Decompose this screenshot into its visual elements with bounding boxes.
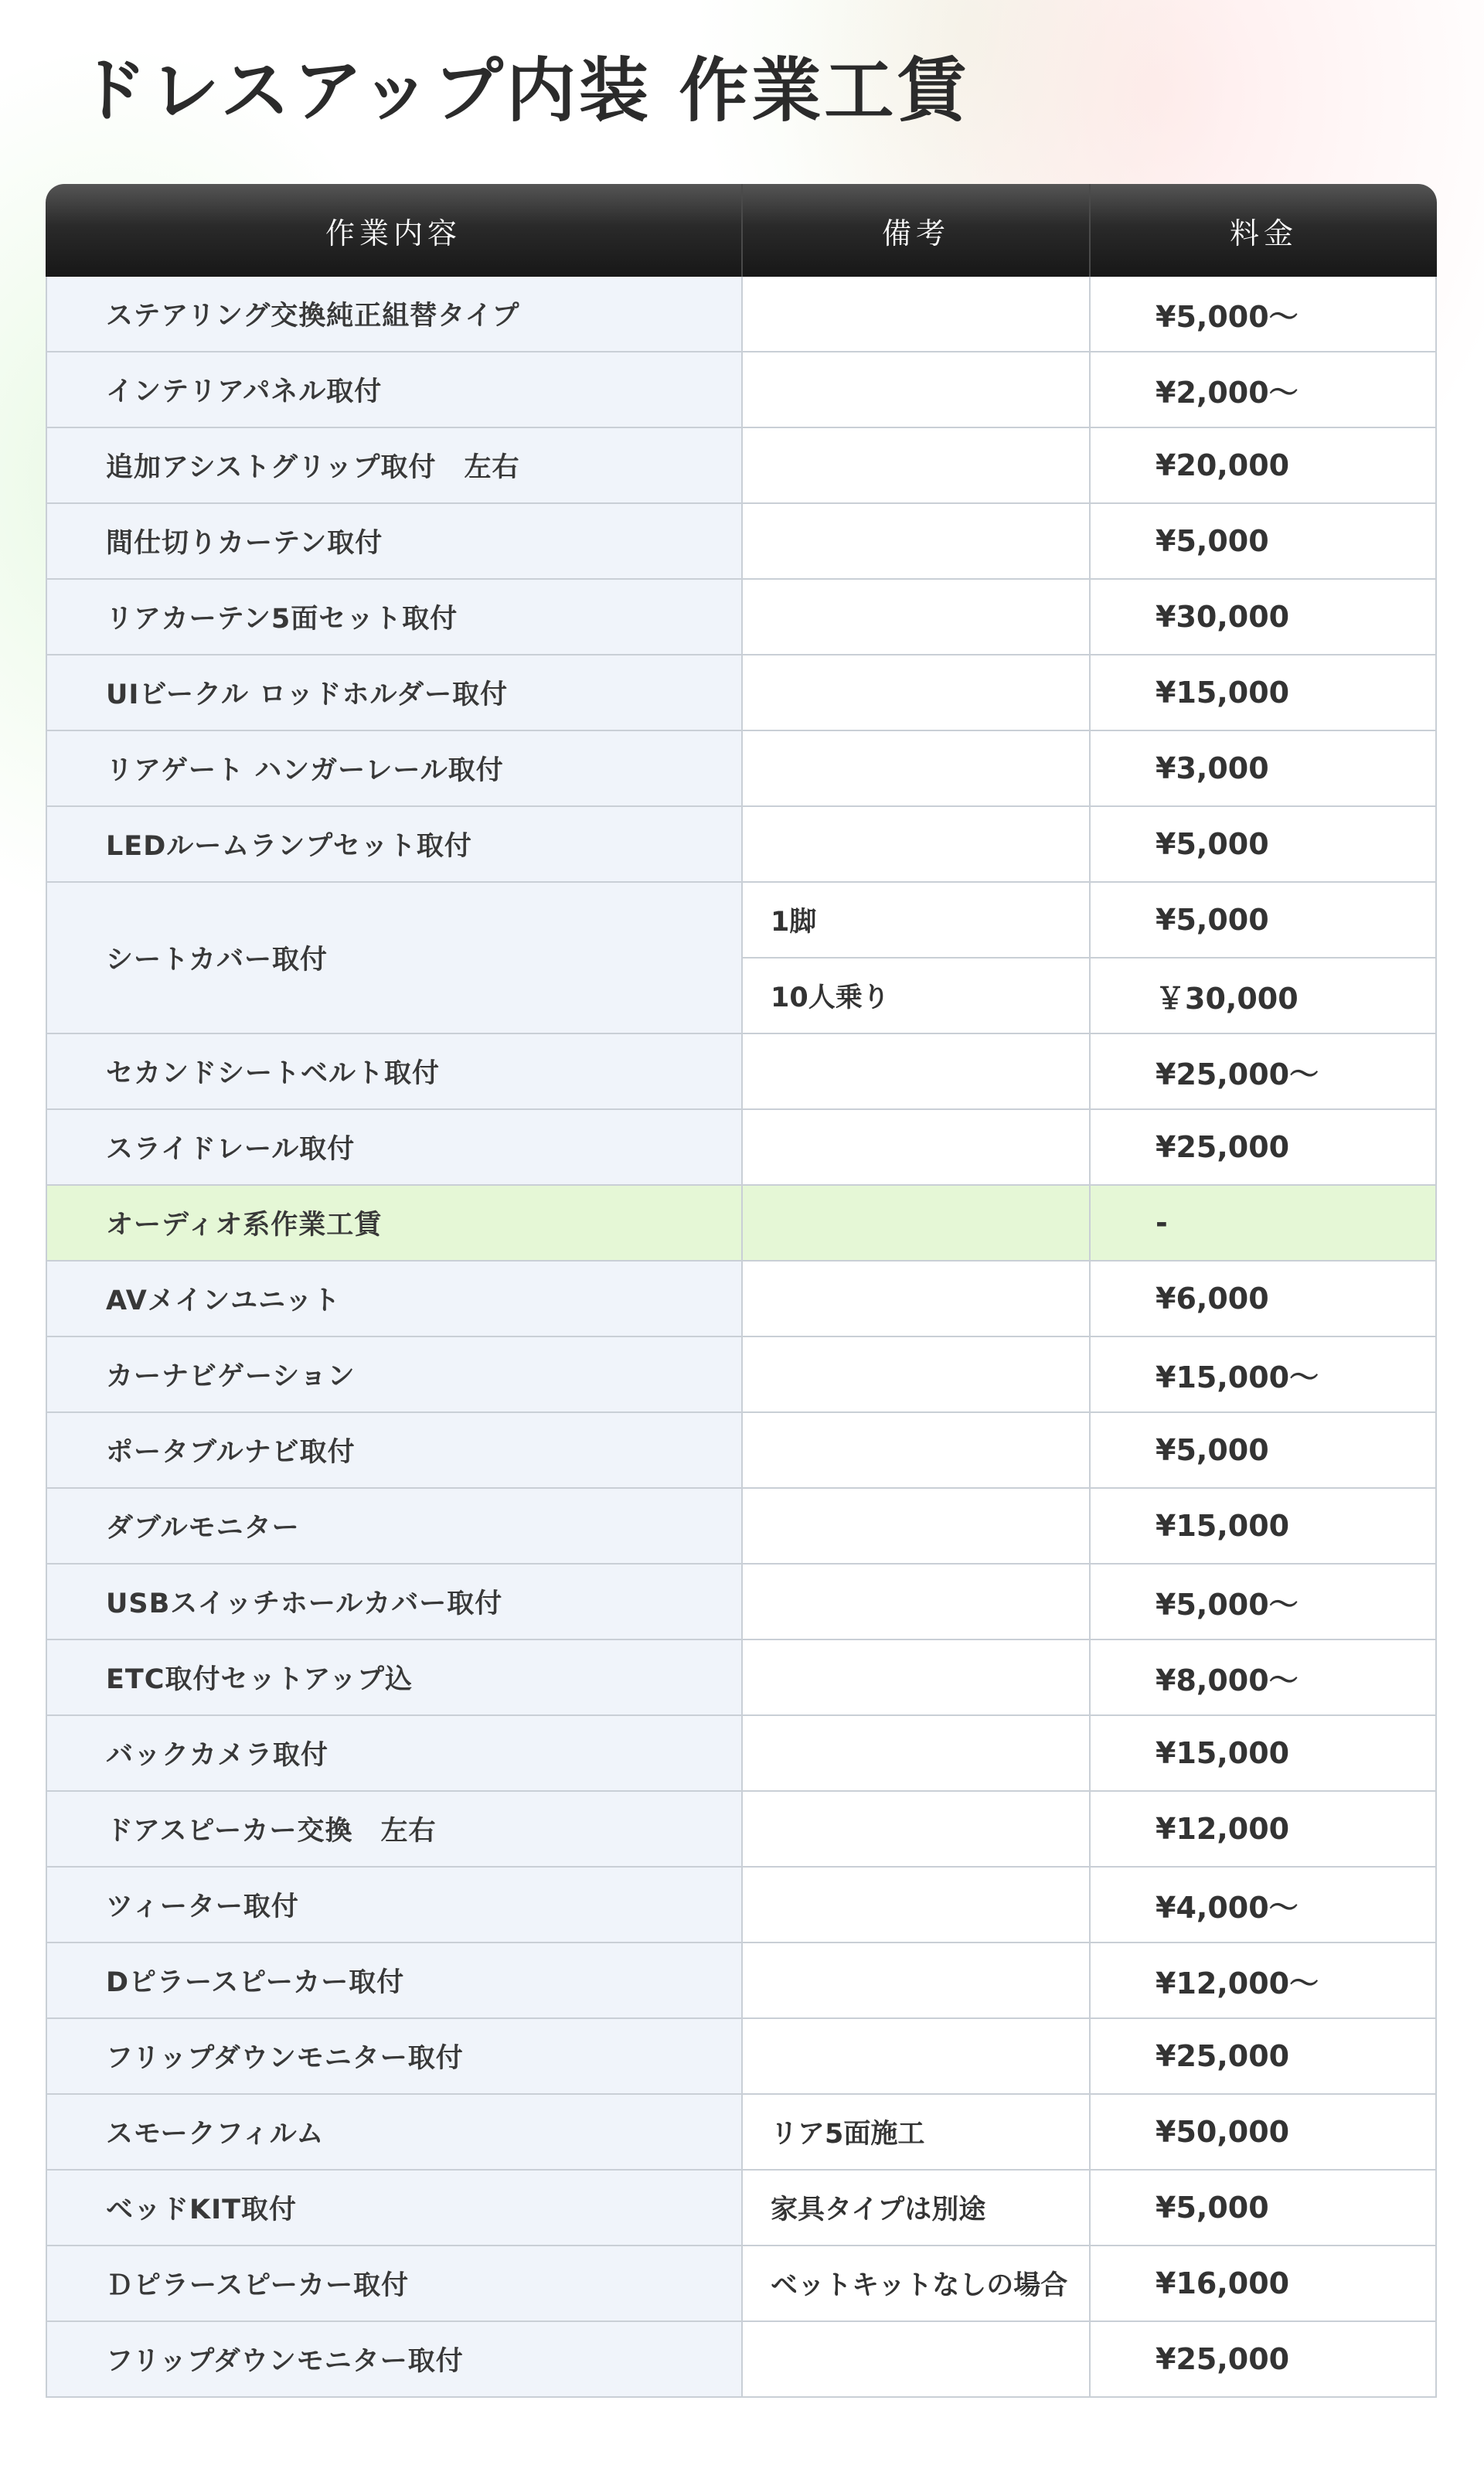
- row-note: [741, 1640, 1089, 1716]
- row-note: [741, 655, 1089, 731]
- table-header-row: [46, 184, 1437, 277]
- row-item: ベッドKIT取付: [46, 2171, 741, 2246]
- row-note: [741, 1716, 1089, 1792]
- price-table: [46, 184, 1437, 2398]
- row-price: ¥15,000: [1089, 655, 1437, 731]
- row-note: [741, 277, 1089, 352]
- table-row: [46, 807, 1437, 883]
- row-item: Dピラースピーカー取付: [46, 1943, 741, 2019]
- row-item: オーディオ系作業工賃: [46, 1186, 741, 1262]
- row-note: [741, 1413, 1089, 1489]
- row-price: ￥30,000: [1089, 958, 1437, 1034]
- row-note: [741, 1792, 1089, 1868]
- row-item: フリップダウンモニター取付: [46, 2019, 741, 2095]
- table-row: [46, 2322, 1437, 2398]
- row-price: ¥25,000〜: [1089, 1034, 1437, 1110]
- row-note: [741, 807, 1089, 883]
- row-price: ¥30,000: [1089, 580, 1437, 655]
- table-row: [46, 1262, 1437, 1337]
- row-note: [741, 504, 1089, 580]
- table-row: [46, 1868, 1437, 1943]
- row-note: [741, 1943, 1089, 2019]
- row-price: ¥25,000: [1089, 2322, 1437, 2398]
- row-item: リアゲート ハンガーレール取付: [46, 731, 741, 807]
- row-item: バックカメラ取付: [46, 1716, 741, 1792]
- table-row: [46, 731, 1437, 807]
- row-price: ¥25,000: [1089, 2019, 1437, 2095]
- row-price: ¥2,000〜: [1089, 352, 1437, 428]
- table-row: [46, 1034, 1437, 1110]
- row-note: ベットキットなしの場合: [741, 2246, 1089, 2322]
- table-row: [46, 1792, 1437, 1868]
- row-item: USBスイッチホールカバー取付: [46, 1565, 741, 1640]
- row-item: ステアリング交換純正組替タイプ: [46, 277, 741, 352]
- row-note: 家具タイプは別途: [741, 2171, 1089, 2246]
- table-row: [46, 1110, 1437, 1186]
- row-price: ¥16,000: [1089, 2246, 1437, 2322]
- row-price: ¥5,000: [1089, 807, 1437, 883]
- table-row: [46, 352, 1437, 428]
- row-note: [741, 580, 1089, 655]
- row-item: AVメインユニット: [46, 1262, 741, 1337]
- row-item: ドアスピーカー交換 左右: [46, 1792, 741, 1868]
- table-row: [46, 655, 1437, 731]
- page-title: ドレスアップ内装 作業工賃: [77, 49, 970, 131]
- row-item: リアカーテン5面セット取付: [46, 580, 741, 655]
- row-price: ¥15,000: [1089, 1716, 1437, 1792]
- row-note: [741, 1489, 1089, 1565]
- table-row: [46, 2246, 1437, 2322]
- row-price: ¥6,000: [1089, 1262, 1437, 1337]
- row-note: [741, 1337, 1089, 1413]
- row-note: [741, 1186, 1089, 1262]
- table-row: [46, 1413, 1437, 1489]
- row-item: ポータブルナビ取付: [46, 1413, 741, 1489]
- row-price: ¥5,000: [1089, 883, 1437, 958]
- row-item: カーナビゲーション: [46, 1337, 741, 1413]
- table-row: [46, 1337, 1437, 1413]
- header-notes: 備考: [741, 184, 1089, 277]
- row-price: ¥12,000: [1089, 1792, 1437, 1868]
- row-item: シートカバー取付: [46, 883, 741, 1034]
- row-note: [741, 2322, 1089, 2398]
- row-note: リア5面施工: [741, 2095, 1089, 2171]
- row-price: ¥5,000〜: [1089, 1565, 1437, 1640]
- row-item: 間仕切りカーテン取付: [46, 504, 741, 580]
- table-row: [46, 428, 1437, 504]
- row-price: ¥8,000〜: [1089, 1640, 1437, 1716]
- row-price: ¥5,000: [1089, 504, 1437, 580]
- row-note: [741, 1565, 1089, 1640]
- table-row: [46, 504, 1437, 580]
- row-note: [741, 352, 1089, 428]
- row-item: ダブルモニター: [46, 1489, 741, 1565]
- row-price: ¥4,000〜: [1089, 1868, 1437, 1943]
- row-price: ¥5,000〜: [1089, 277, 1437, 352]
- row-item: インテリアパネル取付: [46, 352, 741, 428]
- table-row: [46, 2019, 1437, 2095]
- table-row: [46, 580, 1437, 655]
- row-item: ツィーター取付: [46, 1868, 741, 1943]
- row-item: 追加アシストグリップ取付 左右: [46, 428, 741, 504]
- row-price: ¥12,000〜: [1089, 1943, 1437, 2019]
- table-row: [46, 2171, 1437, 2246]
- row-price: ¥5,000: [1089, 1413, 1437, 1489]
- row-price: ¥5,000: [1089, 2171, 1437, 2246]
- section-row-audio: [46, 1186, 1437, 1262]
- row-item: スライドレール取付: [46, 1110, 741, 1186]
- row-note: [741, 2019, 1089, 2095]
- row-note: [741, 1262, 1089, 1337]
- row-note: [741, 1110, 1089, 1186]
- row-note: [741, 1868, 1089, 1943]
- row-price: ¥25,000: [1089, 1110, 1437, 1186]
- row-price: -: [1089, 1186, 1437, 1262]
- row-note: [741, 428, 1089, 504]
- row-item: UIビークル ロッドホルダー取付: [46, 655, 741, 731]
- table-row: [46, 883, 1437, 958]
- table-row: [46, 1943, 1437, 2019]
- row-item: スモークフィルム: [46, 2095, 741, 2171]
- row-note: [741, 731, 1089, 807]
- row-price: ¥50,000: [1089, 2095, 1437, 2171]
- row-price: ¥20,000: [1089, 428, 1437, 504]
- row-price: ¥15,000: [1089, 1489, 1437, 1565]
- table-row: [46, 1489, 1437, 1565]
- table-row: [46, 1640, 1437, 1716]
- table-row: [46, 2095, 1437, 2171]
- table-row: [46, 1716, 1437, 1792]
- row-note: 1脚: [741, 883, 1089, 958]
- table-row: [46, 277, 1437, 352]
- row-item: LEDルームランプセット取付: [46, 807, 741, 883]
- row-item: ETC取付セットアップ込: [46, 1640, 741, 1716]
- row-price: ¥3,000: [1089, 731, 1437, 807]
- header-price: 料金: [1089, 184, 1437, 277]
- row-note: 10人乗り: [741, 958, 1089, 1034]
- row-item: セカンドシートベルト取付: [46, 1034, 741, 1110]
- row-item: Ｄピラースピーカー取付: [46, 2246, 741, 2322]
- header-work: 作業内容: [46, 184, 741, 277]
- row-price: ¥15,000〜: [1089, 1337, 1437, 1413]
- row-note: [741, 1034, 1089, 1110]
- row-item: フリップダウンモニター取付: [46, 2322, 741, 2398]
- table-row: [46, 1565, 1437, 1640]
